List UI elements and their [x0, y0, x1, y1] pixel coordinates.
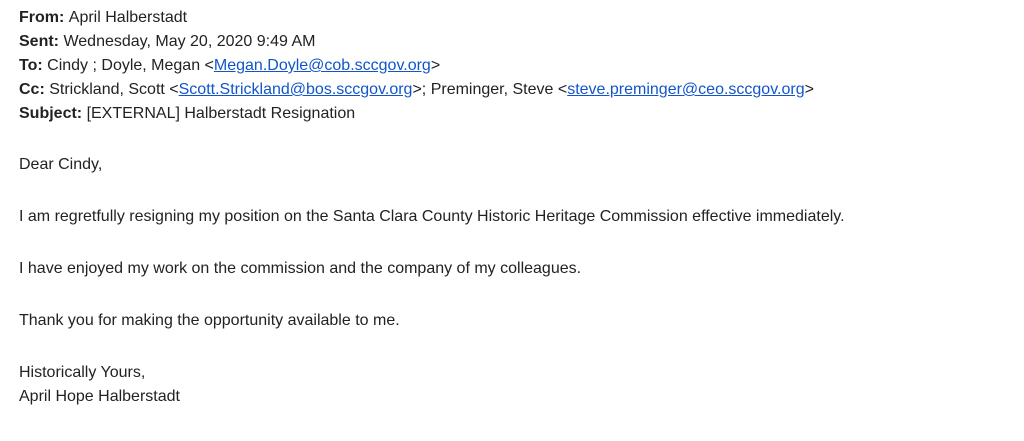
to-email-link[interactable]: Megan.Doyle@cob.sccgov.org	[213, 57, 431, 74]
subject-label: Subject:	[19, 105, 87, 122]
body-paragraph-resignation: I am regretfully resigning my position on the Santa Clara County Historic Heritage Commission effective immediately.	[19, 208, 845, 225]
body-paragraph-thanks: Thank you for making the opportunity available to me.	[19, 312, 400, 329]
sent-value: Wednesday, May 20, 2020 9:49 AM	[63, 33, 316, 50]
subject-line	[19, 102, 1024, 126]
sent-label: Sent:	[19, 33, 64, 50]
cc-label: Cc:	[19, 81, 50, 98]
cc-line	[19, 78, 1024, 102]
email-headers	[19, 6, 1024, 126]
body-paragraph-enjoyed: I have enjoyed my work on the commission and the company of my colleagues.	[19, 260, 582, 277]
to-label: To:	[19, 57, 48, 74]
to-prefix: Cindy ; Doyle, Megan <	[47, 57, 214, 74]
to-suffix: >	[430, 57, 441, 74]
email-body	[19, 153, 1024, 409]
closing: Historically Yours,	[19, 364, 146, 381]
sent-line	[19, 30, 1024, 54]
greeting: Dear Cindy,	[19, 156, 103, 173]
cc-middle: >; Preminger, Steve <	[412, 81, 568, 98]
cc-suffix: >	[804, 81, 814, 98]
cc-email-link-strickland[interactable]: Scott.Strickland@bos.sccgov.org	[178, 81, 413, 98]
from-value: April Halberstadt	[68, 9, 188, 26]
from-label: From:	[19, 9, 69, 26]
subject-value: [EXTERNAL] Halberstadt Resignation	[86, 105, 356, 122]
cc-prefix: Strickland, Scott <	[49, 81, 179, 98]
cc-email-link-preminger[interactable]: steve.preminger@ceo.sccgov.org	[567, 81, 805, 98]
to-line	[19, 54, 1024, 78]
from-line	[19, 6, 1024, 30]
signature: April Hope Halberstadt	[19, 388, 180, 405]
